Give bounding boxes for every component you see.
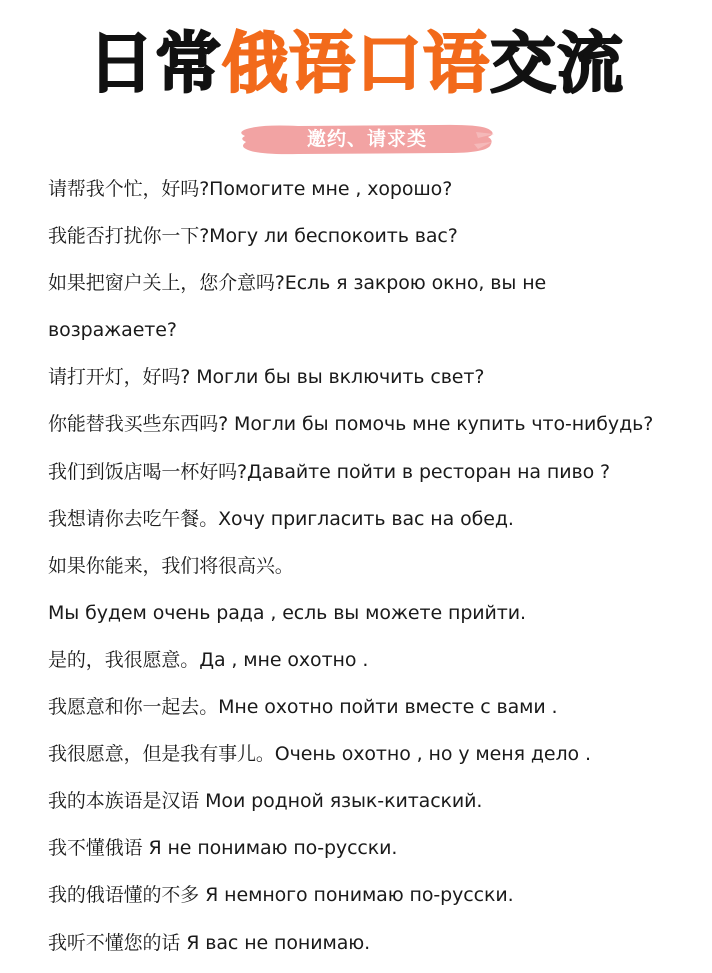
- phrase-line: 我的本族语是汉语 Мои родной язык-китаский.: [48, 790, 483, 813]
- title-part-1: 日常: [88, 25, 222, 102]
- banner-label: 邀约、请求类: [306, 128, 427, 150]
- phrase-line: 如果你能来，我们将很高兴。: [48, 554, 294, 577]
- section-banner: [238, 122, 496, 156]
- phrase-line: 我的俄语懂的不多 Я немного понимаю по-русски.: [48, 884, 514, 907]
- phrase-line: 我能否打扰你一下?Могу ли беспокоить вас?: [48, 225, 458, 248]
- page-title: [0, 22, 712, 106]
- phrase-line: Мы будем очень рада , есль вы можете прийти.: [48, 601, 526, 624]
- phrase-line: 你能替我买些东西吗? Могли бы помочь мне купить что-нибудь?: [48, 413, 654, 436]
- phrase-line: 是的，我很愿意。Да , мне охотно .: [48, 648, 369, 671]
- phrase-line: возражаете?: [48, 319, 177, 342]
- phrase-line: 请帮我个忙，好吗?Помогите мне , хорошо?: [48, 178, 453, 200]
- phrase-line: 我想请你去吃午餐。Хочу пригласить вас на обед.: [48, 507, 514, 530]
- title-part-3: 交流: [490, 25, 624, 102]
- phrase-line: 我不懂俄语 Я не понимаю по-русски.: [48, 837, 398, 860]
- phrase-line: 我们到饭店喝一杯好吗?Давайте пойти в ресторан на пиво ?: [48, 460, 611, 483]
- title-part-2: 俄语口语: [222, 25, 490, 102]
- phrase-list: [48, 172, 708, 973]
- phrase-line: 我很愿意，但是我有事儿。Очень охотно , но у меня дело .: [48, 743, 591, 766]
- phrase-line: 请打开灯，好吗? Могли бы вы включить свет?: [48, 366, 485, 389]
- phrase-line: 我听不懂您的话 Я вас не понимаю.: [48, 931, 371, 954]
- phrase-line: 如果把窗户关上，您介意吗?Есль я закрою окно, вы не: [48, 272, 547, 295]
- phrase-line: 我愿意和你一起去。Мне охотно пойти вместе с вами .: [48, 696, 558, 719]
